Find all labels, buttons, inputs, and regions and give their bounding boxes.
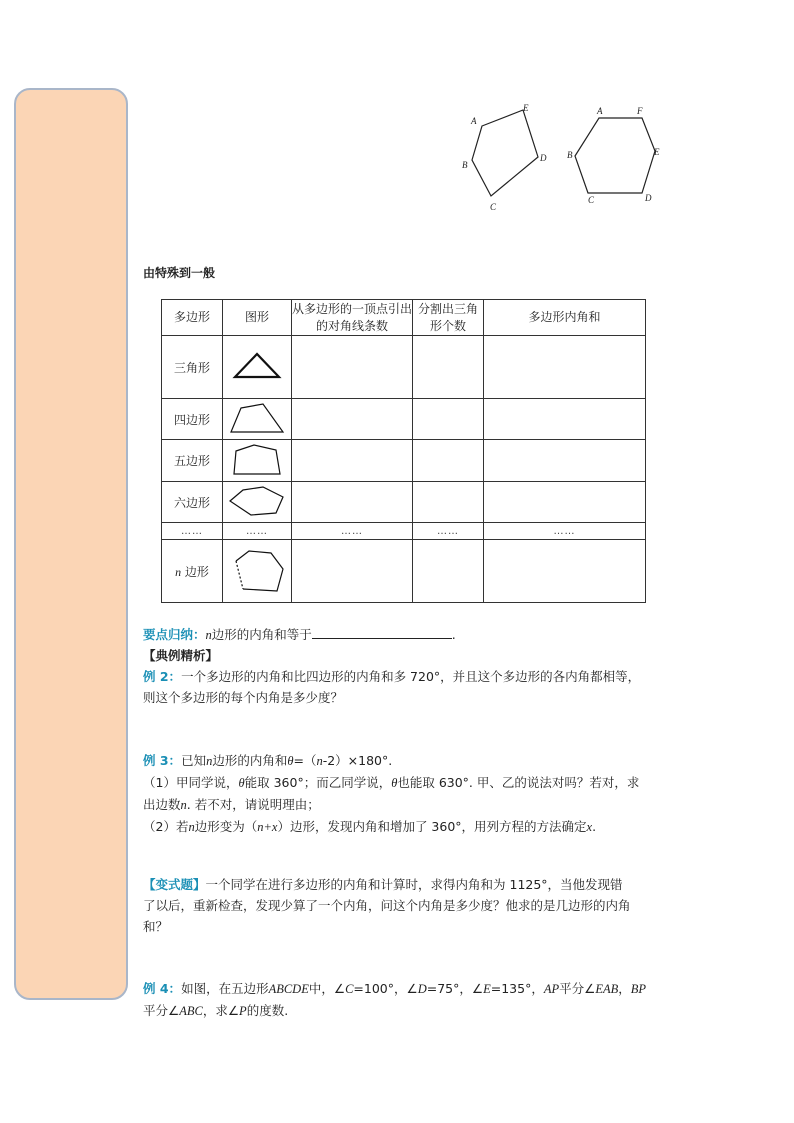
pentagon-label-e: E — [523, 103, 529, 113]
var-theta: θ — [391, 776, 398, 790]
example-4 — [143, 978, 703, 1022]
row-label-pentagon: 五边形 — [162, 440, 223, 482]
variant-line1: 一个同学在进行多边形的内角和计算时，求得内角和为 1125°，当他发现错 — [205, 877, 623, 892]
hexagon-label-e: E — [654, 147, 660, 157]
table-row — [162, 336, 646, 399]
pentagon-label-b: B — [462, 160, 468, 170]
key-point-n: n — [205, 628, 212, 642]
row-label-triangle: 三角形 — [162, 336, 223, 399]
var-theta: θ — [287, 754, 294, 768]
text: （2）若 — [143, 819, 189, 834]
table-header-row — [162, 300, 646, 336]
cell-empty — [413, 482, 484, 523]
text: ， — [618, 981, 631, 996]
text: =（ — [293, 753, 317, 768]
text: ）边形，发现内角和增加了 360°，用列方程的方法确定 — [277, 819, 587, 834]
text: =75°，∠ — [426, 981, 484, 996]
variant-line3: 和？ — [143, 919, 169, 934]
table-row — [162, 440, 646, 482]
var-n: n — [188, 820, 195, 834]
row-label-quadrilateral: 四边形 — [162, 399, 223, 440]
table-row — [162, 399, 646, 440]
cell-empty — [484, 540, 646, 603]
var-eab: EAB — [595, 982, 619, 996]
side-panel — [14, 88, 128, 1000]
var-c: C — [345, 982, 354, 996]
header-diagonals: 从多边形的一顶点引出的对角线条数 — [292, 300, 413, 336]
key-point-text: 边形的内角和等于 — [211, 627, 312, 642]
var-bp: BP — [630, 982, 647, 996]
var-n: n — [316, 754, 323, 768]
cell-empty — [413, 440, 484, 482]
var-abc: ABC — [179, 1004, 203, 1018]
n-gon-label: 边形 — [184, 564, 209, 579]
polygon-table — [161, 299, 646, 603]
pentagon-shape — [223, 440, 292, 482]
example-4-label: 例 4： — [143, 981, 182, 996]
variant-label: 【变式题】 — [143, 877, 206, 892]
text: 中，∠ — [308, 981, 346, 996]
var-n: n — [180, 798, 187, 812]
hexagon-label-f: F — [637, 106, 643, 116]
pentagon-label-a: A — [471, 116, 477, 126]
quadrilateral-shape — [223, 399, 292, 440]
var-x: x — [586, 820, 593, 834]
hexagon-label-a: A — [597, 106, 603, 116]
pentagon-label-c: C — [490, 202, 497, 212]
variant-line2: 了以后，重新检查，发现少算了一个内角，问这个内角是多少度？他求的是几边形的内角 — [143, 898, 631, 913]
var-d: D — [417, 982, 427, 996]
cell-empty — [484, 482, 646, 523]
hexagon-label-d: D — [645, 193, 652, 203]
var-e: E — [483, 982, 491, 996]
hexagon-label-c: C — [588, 195, 595, 205]
var-abcde: ABCDE — [268, 982, 309, 996]
hexagon-abcdef — [575, 118, 655, 193]
text: ，求∠ — [202, 1003, 240, 1018]
text: =100°，∠ — [353, 981, 418, 996]
text: 能取 360°；而乙同学说， — [244, 775, 392, 790]
var-n-plus-x: n+x — [257, 820, 278, 834]
hexagon-label-b: B — [567, 150, 573, 160]
text: 边形的内角和 — [212, 753, 288, 768]
text: 已知 — [181, 753, 207, 768]
header-triangles: 分割出三角形个数 — [413, 300, 484, 336]
cell-empty — [292, 399, 413, 440]
var-theta: θ — [238, 776, 245, 790]
pentagon-label-d: D — [540, 153, 547, 163]
cell-empty — [484, 440, 646, 482]
n-gon-shape — [223, 540, 292, 603]
triangle-shape — [223, 336, 292, 399]
cell-empty — [484, 399, 646, 440]
text: 边形变为（ — [194, 819, 258, 834]
text: 平分∠ — [559, 981, 596, 996]
text: 出边数 — [143, 797, 181, 812]
text: -2）×180°. — [322, 753, 393, 768]
row-label-hexagon: 六边形 — [162, 482, 223, 523]
ellipsis-cell: …… — [162, 523, 223, 540]
text: =135°， — [490, 981, 544, 996]
ellipsis-cell: …… — [223, 523, 292, 540]
example-3-label: 例 3： — [143, 753, 182, 768]
cell-empty — [292, 482, 413, 523]
answer-blank[interactable] — [312, 626, 452, 639]
row-label-n-gon — [162, 540, 223, 603]
example-3 — [143, 750, 703, 838]
text: 如图，在五边形 — [181, 981, 269, 996]
cell-empty — [292, 540, 413, 603]
text: 的度数. — [246, 1003, 289, 1018]
cell-empty — [292, 336, 413, 399]
ellipsis-cell: …… — [292, 523, 413, 540]
key-point-label: 要点归纳： — [143, 627, 206, 642]
header-polygon: 多边形 — [162, 300, 223, 336]
header-figure: 图形 — [223, 300, 292, 336]
pentagon-abcde — [472, 110, 538, 196]
cell-empty — [413, 540, 484, 603]
n-variable: n — [175, 564, 182, 579]
text: （1）甲同学说， — [143, 775, 239, 790]
var-n: n — [206, 754, 213, 768]
ellipsis-cell: …… — [484, 523, 646, 540]
key-point-end: . — [451, 627, 456, 642]
key-point — [143, 624, 703, 646]
cell-empty — [413, 399, 484, 440]
table-row — [162, 482, 646, 523]
table-row-ellipsis — [162, 523, 646, 540]
examples-header: 【典例精析】 — [143, 648, 219, 663]
example-2-line2: 则这个多边形的每个内角是多少度？ — [143, 690, 344, 705]
text: 平分∠ — [143, 1003, 180, 1018]
var-ap: AP — [543, 982, 560, 996]
hexagon-shape — [223, 482, 292, 523]
polygon-figures — [458, 100, 688, 220]
var-p: P — [239, 1004, 247, 1018]
table-row — [162, 540, 646, 603]
example-2-line1: 一个多边形的内角和比四边形的内角和多 720°，并且这个多边形的各内角都相等， — [181, 669, 641, 684]
example-2-label: 例 2： — [143, 669, 182, 684]
header-angle-sum: 多边形内角和 — [484, 300, 646, 336]
variant-question — [143, 874, 703, 937]
section-title: 由特殊到一般 — [143, 266, 216, 280]
text: . 若不对，请说明理由； — [186, 797, 320, 812]
cell-empty — [292, 440, 413, 482]
text: . — [592, 819, 597, 834]
cell-empty — [413, 336, 484, 399]
cell-empty — [484, 336, 646, 399]
example-2 — [143, 666, 703, 708]
ellipsis-cell: …… — [413, 523, 484, 540]
text: 也能取 630°. 甲、乙的说法对吗？若对，求 — [397, 775, 640, 790]
